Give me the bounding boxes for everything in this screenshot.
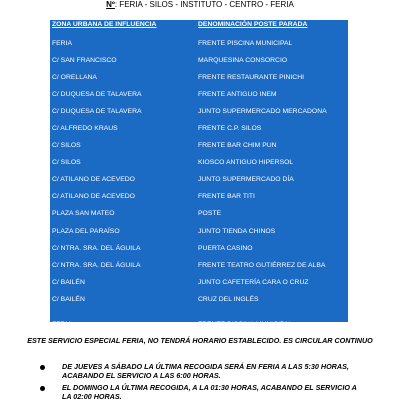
schedule-item bbox=[40, 383, 360, 401]
table-row bbox=[50, 35, 348, 52]
zone-cell: C/ BAILÉN bbox=[52, 295, 85, 303]
stop-cell: FRENTE RESTAURANTE PINICHI bbox=[198, 73, 304, 81]
stop-cell: PUERTA CASINO bbox=[198, 244, 253, 252]
zone-cell: C/ DUQUESA DE TALAVERA bbox=[52, 107, 142, 115]
table-row bbox=[50, 240, 348, 257]
schedule-item bbox=[40, 362, 360, 380]
service-note: ESTE SERVICIO ESPECIAL FERIA, NO TENDRÁ HORARIO ESTABLECIDO. ES CIRCULAR CONTINUO bbox=[27, 336, 373, 345]
table-row bbox=[50, 120, 348, 137]
zone-cell: C/ ORELLANA bbox=[52, 73, 97, 81]
table-row bbox=[50, 138, 348, 155]
zone-cell: C/ NTRA. SRA. DEL ÁGUILA bbox=[52, 244, 141, 252]
stops-table bbox=[50, 20, 348, 328]
stop-cell: FRENTE BAR TITI bbox=[198, 193, 255, 201]
stop-cell: FRENTE PISCINA MUNICIPAL bbox=[198, 320, 293, 328]
stop-cell: JUNTO TIENDA CHINOS bbox=[198, 227, 276, 235]
table-header-row bbox=[50, 20, 348, 35]
zone-cell: C/ SILOS bbox=[52, 142, 81, 150]
zone-cell: PLAZA DEL PARAÍSO bbox=[52, 227, 120, 235]
schedule-list bbox=[40, 362, 360, 404]
zone-cell: FERIA bbox=[52, 39, 73, 47]
stop-cell: POSTE bbox=[198, 210, 222, 218]
route-number: Nº bbox=[106, 0, 115, 9]
stop-cell: CRUZ DEL INGLÉS bbox=[198, 295, 259, 303]
zone-cell: C/ ALFREDO KRAUS bbox=[52, 125, 118, 133]
bullet-icon bbox=[40, 365, 45, 370]
table-row bbox=[50, 206, 348, 223]
stop-cell: FRENTE C.P. SILOS bbox=[198, 125, 262, 133]
stop-cell: FRENTE TEATRO GUTIÉRREZ DE ALBA bbox=[198, 261, 326, 269]
stop-cell: JUNTO SUPERMERCADO DÍA bbox=[198, 176, 294, 184]
stop-cell: JUNTO CAFETERÍA CARA O CRUZ bbox=[198, 278, 309, 286]
stop-cell: FRENTE ANTIGUO INEM bbox=[198, 90, 277, 98]
table-row bbox=[50, 257, 348, 274]
zone-cell: FERIA bbox=[52, 320, 73, 328]
header-stop: DENOMINACIÓN POSTE PARADA bbox=[198, 21, 308, 28]
schedule-text: DE JUEVES A SÁBADO LA ÚLTIMA RECOGIDA SERÁ EN FERIA A LAS 5:30 HORAS, ACABANDO EL SERVICIO A LAS 6:00 HORAS. bbox=[62, 362, 349, 380]
table-row bbox=[50, 155, 348, 172]
stop-cell: FRENTE PISCINA MUNICIPAL bbox=[198, 39, 293, 47]
route-name: : FERIA - SILOS - INSTITUTO - CENTRO - FERIA bbox=[114, 0, 294, 9]
table-row bbox=[50, 223, 348, 240]
bullet-icon bbox=[40, 386, 45, 391]
table-row bbox=[50, 172, 348, 189]
zone-cell: C/ SAN FRANCISCO bbox=[52, 56, 117, 64]
schedule-text: EL DOMINGO LA ÚLTIMA RECOGIDA, A LA 01:30 HORAS, ACABANDO EL SERVICIO A LA 02:00 HORAS. bbox=[62, 383, 357, 401]
zone-cell: C/ SILOS bbox=[52, 159, 81, 167]
zone-cell: PLAZA SAN MATEO bbox=[52, 210, 115, 218]
zone-cell: C/ ATILANO DE ACEVEDO bbox=[52, 193, 135, 201]
zone-cell: C/ NTRA. SRA. DEL ÁGUILA bbox=[52, 261, 141, 269]
table-row bbox=[50, 86, 348, 103]
zone-cell: C/ BAILÉN bbox=[52, 278, 85, 286]
header-zone: ZONA URBANA DE INFLUENCIA bbox=[52, 21, 157, 28]
zone-cell: C/ ATILANO DE ACEVEDO bbox=[52, 176, 135, 184]
zone-cell: C/ DUQUESA DE TALAVERA bbox=[52, 90, 142, 98]
table-row bbox=[50, 52, 348, 69]
table-row bbox=[50, 103, 348, 120]
table-row bbox=[50, 189, 348, 206]
route-title bbox=[0, 0, 400, 10]
stop-cell: MARQUESINA CONSORCIO bbox=[198, 56, 288, 64]
table-row bbox=[50, 69, 348, 86]
table-row bbox=[50, 274, 348, 291]
table-row bbox=[50, 309, 348, 331]
table-row bbox=[50, 291, 348, 308]
stop-cell: FRENTE BAR CHIM PUN bbox=[198, 142, 277, 150]
stop-cell: JUNTO SUPERMERCADO MERCADONA bbox=[198, 107, 327, 115]
stop-cell: KIOSCO ANTIGUO HIPERSOL bbox=[198, 159, 294, 167]
